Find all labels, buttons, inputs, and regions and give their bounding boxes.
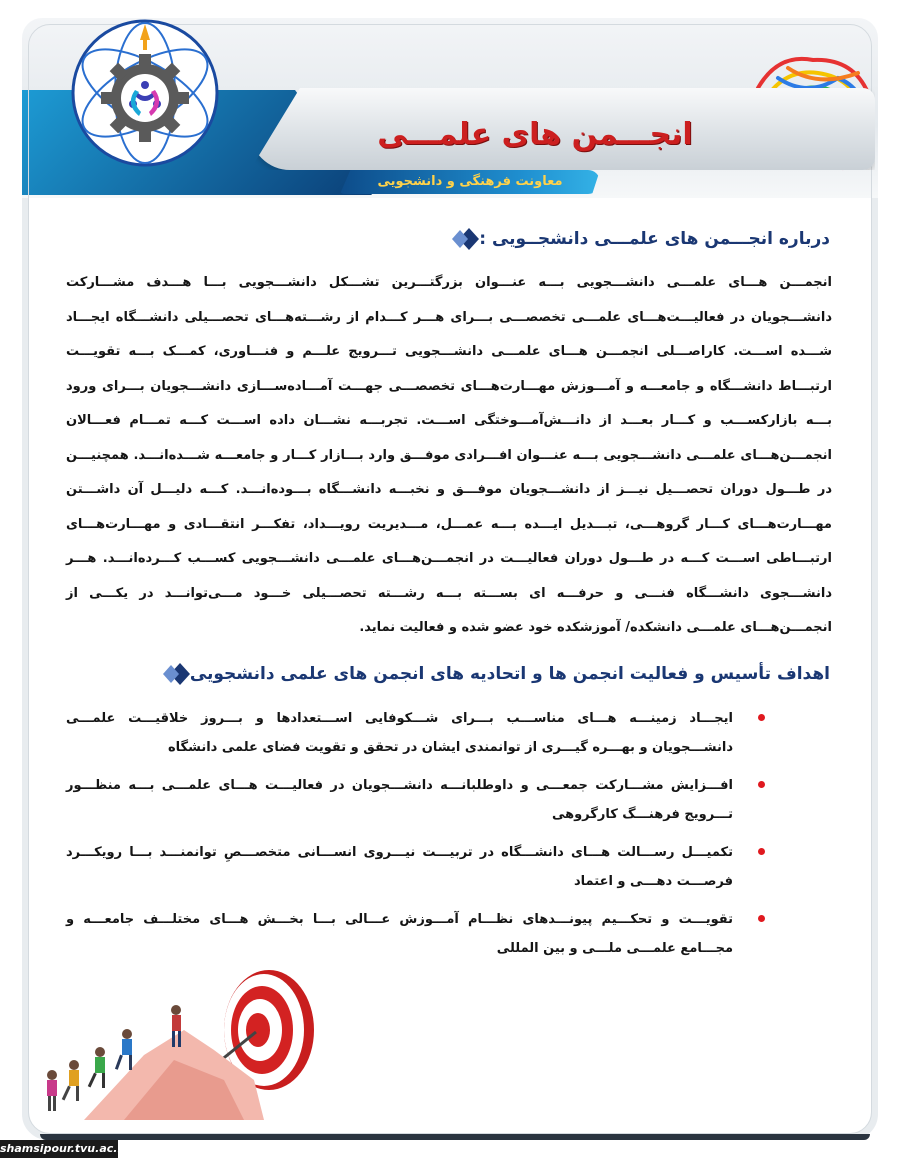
footer-url: shamsipour.tvu.ac.ir	[0, 1140, 118, 1158]
list-item	[66, 905, 771, 963]
section-goals-title: اهداف تأسیس و فعالیت انجمن ها و اتحادیه های انجمن های علمی دانشجویی	[189, 664, 830, 684]
page-subtitle: معاونت فرهنگی و دانشجویی	[377, 174, 563, 189]
page-title: انجـــمن های علمـــی	[377, 117, 693, 152]
bullet-dot-icon	[758, 781, 765, 788]
target-goal-illustration	[24, 970, 324, 1125]
goal-text: تقویـــت و تحکـــیم پیونـــدهای نظـــام آمـــوزش عـــالی بـــا بخـــش هـــای مختلـــف جامعـــه و مجـــامع علمـــی ملـــی و بین المللی	[66, 912, 733, 956]
goals-list	[66, 704, 771, 972]
double-diamond-icon	[449, 224, 479, 254]
list-item	[66, 704, 771, 762]
goal-text: افـــزایش مشـــارکت جمعـــی و داوطلبانـــه دانشـــجویان در فعالیـــت هـــای علمـــی بـــه منظـــور تـــرویج فرهنـــگ کارگروهی	[66, 778, 733, 822]
section-goals-heading	[150, 657, 830, 691]
list-item	[66, 771, 771, 829]
about-paragraph: انجمـــن هـــای علمـــی دانشـــجویی بـــه عنـــوان بزرگتـــرین تشـــکل دانشـــجویی بـــا هـــدف مشـــارکت دانشـــجویان در فعالیـــت‌هـــای علمـــی تخصصـــی بـــرای هـــر کـــدام از رشـــته‌هـــای تحصـــیلی دانشـــگاه ایجـــاد شـــده اســـت. کاراصـــلی انجمـــن هـــای علمـــی دانشـــجویی تـــرویج علـــم و فنـــاوری، کمـــک بـــه تقویـــت ارتبـــاط دانشـــگاه و جامعـــه و آمـــوزش مهـــارت‌هـــای تخصصـــی جهـــت آمـــاده‌ســـازی دانشـــجویان بـــرای ورود بـــه بازارکســـب و کـــار بعـــد از دانـــش‌آمـــوختگی اســـت. تجربـــه نشـــان داده اســـت کـــه تمـــام فعـــالان انجمـــن‌هـــای علمـــی دانشـــجویی بـــه عنـــوان افـــرادی موفـــق وارد بـــازار کـــار و جامعـــه شـــده‌انـــد. همچنیـــن در طـــول دوران تحصـــیل نیـــز از دانشـــجویان موفـــق و نخبـــه دانشـــگاه بـــوده‌انـــد. کـــه دلیـــل آن داشـــتن مهـــارت‌هـــای کـــار گروهـــی، تبـــدیل ایـــده بـــه عمـــل، مـــدیریت رویـــداد، تفکـــر انتقـــادی و مهـــارت‌هـــای ارتبـــاطی اســـت کـــه در طـــول دوران فعالیـــت در انجمـــن‌هـــای علمـــی دانشـــجویی کســـب کـــرده‌انـــد. هـــر دانشـــجوی دانشـــگاه فنـــی و حرفـــه ای بســـته بـــه رشـــته تحصـــیلی خـــود مـــی‌توانـــد در یکـــی از انجمـــن‌هـــای علمـــی دانشکده/ آموزشکده خود عضو شده و فعالیت نماید.	[66, 275, 832, 635]
double-diamond-icon	[160, 659, 190, 689]
bullet-dot-icon	[758, 915, 765, 922]
bullet-dot-icon	[758, 714, 765, 721]
goal-text: تکمیـــل رســـالت هـــای دانشـــگاه در تربیـــت نیـــروی انســـانی متخصـــصِ توانمنـــد بـــا رویکـــرد فرصـــت دهـــی و اعتماد	[66, 845, 733, 889]
section-about-heading	[439, 222, 830, 256]
bottom-edge	[40, 1134, 870, 1140]
bullet-dot-icon	[758, 848, 765, 855]
list-item	[66, 838, 771, 896]
section-about-title: درباره انجـــمن های علمـــی دانشجــویی :	[479, 229, 830, 249]
association-logo	[70, 18, 220, 168]
goal-text: ایجـــاد زمینـــه هـــای مناســـب بـــرای شـــکوفایی اســـتعدادها و بـــروز خلاقیـــت علمـــی دانشـــجویان و بهـــره گیـــری از توانمندی ایشان در تحقق و تقویت فضای علمی دانشگاه	[66, 711, 733, 755]
